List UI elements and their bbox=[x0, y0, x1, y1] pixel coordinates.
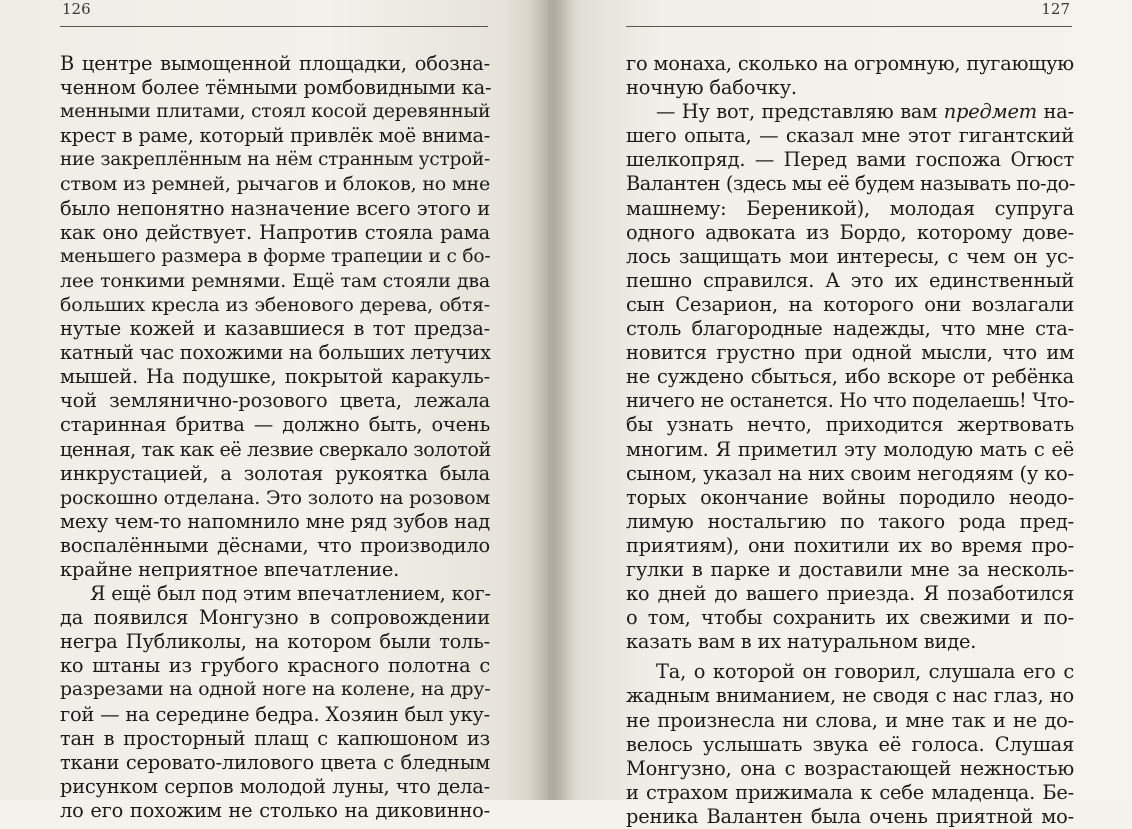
text-line: негра Публиколы, на котором были толь- bbox=[60, 630, 490, 654]
text-line: казать вам в их натуральном виде. bbox=[626, 630, 977, 654]
text-line: шего опыта, — сказал мне этот гигантский bbox=[626, 124, 1074, 148]
left-page-text bbox=[60, 52, 490, 823]
text-line: нутые кожей и казавшиеся в тот предза- bbox=[60, 317, 490, 341]
text-line: Та, о которой он говорил, слушала его с bbox=[656, 660, 1074, 684]
text-line: крест в раме, который привлёк моё внима- bbox=[60, 124, 490, 148]
text-line: сын Сезарион, на которого они возлагали bbox=[626, 292, 1074, 316]
text-line-with-emphasis bbox=[626, 100, 1074, 124]
text-line: машнему: Береникой), молодая супруга bbox=[626, 196, 1074, 220]
text-line: шелкопряд. — Перед вами госпожа Огюст bbox=[626, 148, 1074, 172]
text-line: ночную бабочку. bbox=[626, 76, 797, 100]
text-line: Монгузно, она с возрастающей нежностью bbox=[626, 756, 1074, 780]
text-line: лимую ностальгию по такого рода пред- bbox=[626, 509, 1074, 533]
text-line: реника Валантен была очень приятной мо- bbox=[626, 804, 1074, 828]
text-line: ством из ремней, рычагов и блоков, но мне bbox=[60, 173, 490, 196]
text-line: столь благородные надежды, что мне ста- bbox=[626, 317, 1074, 341]
text-line: Я ещё был под этим впечатлением, ког- bbox=[90, 582, 491, 606]
text-line: менными плитами, стоял косой деревянный bbox=[60, 101, 491, 123]
text-line: ткани серовато-лилового цвета с бледным bbox=[60, 750, 490, 774]
text-line: как оно действует. Напротив стояла рама bbox=[60, 220, 490, 244]
text-line: тан в просторный плащ с капюшоном из bbox=[60, 726, 490, 750]
text-line: жадным вниманием, не сводя с нас глаз, но bbox=[626, 684, 1074, 708]
text-line: мышей. На подушке, покрытой каракуль- bbox=[60, 365, 490, 389]
text-line: меху чем-то напомнило мне ряд зубов над bbox=[60, 509, 490, 533]
text-line: роскошно отделана. Это золото на розовом bbox=[60, 486, 490, 509]
text-line: одного адвоката из Бордо, которому дове- bbox=[626, 220, 1074, 244]
text-line: о том, чтобы сохранить их свежими и по- bbox=[626, 606, 1074, 630]
left-header-rule bbox=[60, 26, 488, 27]
text-line: велось услышать звука её голоса. Слушая bbox=[626, 732, 1074, 756]
text-line: В центре вымощенной площадки, обозна- bbox=[60, 52, 490, 75]
text-line: го монаха, сколько на огромную, пугающую bbox=[626, 52, 1074, 75]
text-line: многим. Я приметил эту молодую мать с её bbox=[626, 437, 1074, 461]
text-line: не произнесла ни слова, и мне так и не до- bbox=[626, 708, 1074, 732]
text-line: пешно справился. А это их единственный bbox=[626, 268, 1074, 292]
text-line: Валантен (здесь мы её будем называть по-до- bbox=[626, 172, 1075, 196]
text-line: бы узнать нечто, приходится жертвовать bbox=[626, 413, 1074, 437]
text-line: торых окончание войны породило неодо- bbox=[626, 485, 1074, 509]
text-line: сыном, указал на них своим негодяям (у ко- bbox=[626, 461, 1074, 485]
text-line: было непонятно назначение всего этого и bbox=[60, 196, 490, 220]
text-line: лее тонкими ремнями. Ещё там стояли два bbox=[60, 269, 490, 292]
text-line: старинная бритва — должно быть, очень bbox=[60, 413, 490, 437]
text-line: гулки в парке и доставили мне за несколь- bbox=[626, 557, 1074, 581]
text-line: ченном более тёмными ромбовидными ка- bbox=[60, 76, 492, 100]
left-page-number: 126 bbox=[62, 0, 91, 18]
text-line: лось защищать мои интересы, с чем он ус- bbox=[626, 244, 1074, 268]
right-page-text bbox=[626, 52, 1074, 829]
text-line: гой — на середине бедра. Хозяин был уку- bbox=[60, 702, 490, 726]
text-line: ценная, так как её лезвие сверкало золотой bbox=[60, 437, 491, 461]
text-line: да появился Монгузно в сопровождении bbox=[60, 606, 490, 630]
text-line: ние закреплённым на нём странным устрой- bbox=[60, 149, 490, 171]
text-line: не суждено сбыться, ибо вскоре от ребёнка bbox=[626, 365, 1074, 389]
text-fragment: — Ну вот, представляю вам bbox=[656, 100, 944, 124]
right-page-number: 127 bbox=[1041, 0, 1070, 18]
text-line: больших кресла из эбенового дерева, обтя- bbox=[60, 293, 490, 316]
text-line: и страхом прижимала к себе младенца. Бе- bbox=[626, 780, 1074, 804]
text-line: ко дней до вашего приезда. Я позаботился bbox=[626, 582, 1074, 606]
text-line: меньшего размера в форме трапеции и с бо- bbox=[60, 245, 491, 267]
text-line: новится грустно при одной мысли, что им bbox=[626, 341, 1074, 365]
text-line: ко штаны из грубого красного полотна с bbox=[60, 654, 490, 678]
text-line: ло его похожим не столько на диковинно- bbox=[60, 798, 490, 822]
right-page bbox=[548, 0, 1132, 828]
text-line: воспалёнными дёснами, что производило bbox=[60, 533, 490, 557]
text-line: чой землянично-розового цвета, лежала bbox=[60, 389, 490, 413]
text-line: катный час похожими на больших летучих bbox=[60, 341, 491, 365]
text-line: крайне неприятное впечатление. bbox=[60, 557, 400, 581]
text-line: разрезами на одной ноге на колене, на дру- bbox=[60, 679, 491, 701]
text-line: приятиям), они похитили их во время про- bbox=[626, 533, 1074, 557]
right-header-rule bbox=[626, 26, 1072, 27]
left-page bbox=[0, 0, 548, 822]
emphasized-word: предмет bbox=[943, 100, 1037, 124]
text-fragment: на- bbox=[1036, 100, 1074, 124]
text-line: ничего не останется. Но что поделаешь! Что- bbox=[626, 389, 1074, 413]
text-line: рисунком серпов молодой луны, что дела- bbox=[60, 774, 490, 798]
text-line: инкрустацией, а золотая рукоятка была bbox=[60, 461, 490, 485]
